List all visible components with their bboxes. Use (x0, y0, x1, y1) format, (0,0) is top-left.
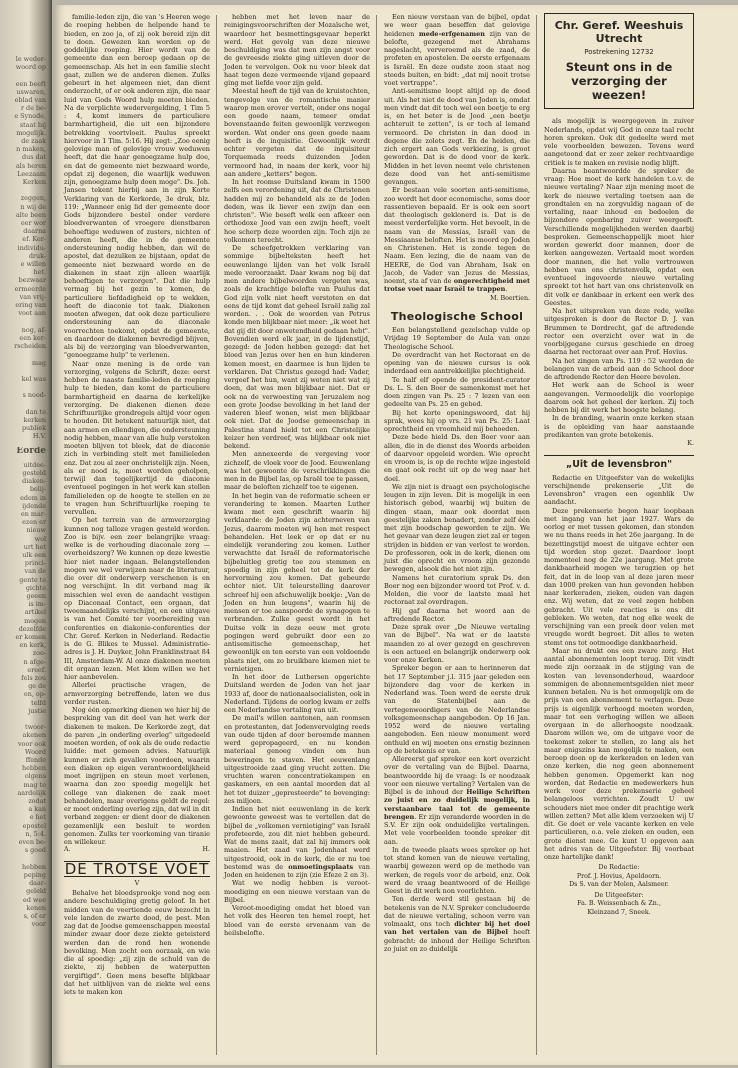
adjacent-page-line: n, 5:4. (25, 829, 46, 838)
paragraph: hebben met het leven naar de reinigingsvoorschriften der Mozaïsche wet, waardoor het besmettingsgevaar beperkt werd. Het gevolg van deze nieuwe beschuldiging was dat men zijn angst voor de gevreesde ziekte ging uitleven door de Joden te vervolgen. Ook nu voor bleek dat haat tegen deze vermeende vijand gepaard ging met liefde voor zijn geld. (224, 13, 370, 87)
paragraph: Na het zingen van Ps. 119 : 52 werden de belangen van de arbeid aan de School door de aftredende Rector den Heere bevolen. (544, 356, 694, 381)
paragraph: Wat we nodig hebben is veroot-moediging en een nieuwe verstaan van de Bijbel. (224, 879, 370, 904)
weeshuis-title: Chr. Geref. Weeshuis Utrecht (554, 19, 684, 45)
paragraph: familie-leden zijn, die van 's Heeren wege de roeping hebben de helpende hand te bieden, en zoo ja, of zij ook bereid zijn dit te doen. Gewezen kan worden op de goddelijke roeping. Hier wordt van de gemeente dan een beroep gedaan op de gemeenschap. Als het in een familie slecht gaat, zullen we de anderen dienen. Zulks gebeurt in het algemeen niet, dan dient onderzocht, of er ook anderen zijn, die naar luid van Gods Woord hulp moeten bieden. Na de verplichte wedervergelding, 1 Tim 5 : 4, komt immers de particuliere barmhartigheid, die uit een bijzondere betrekking voortvloeit. Paulus spreekt hiervoor in 1 Tim. 5:16. Hij zegt: „Zoo eenig gelovige man of gelovige vrouw weduwen heeft, dat die haar genoegzame hulp doe, en dat de gemeente niet bezwaard worde, opdat zij degenen, die waarlijk weduwen zijn, genoegzame hulp doen moge". Ds. Joh. Jansen tekent hierbij aan in zijn Korte Verklaring van de Kerkorde, 3e druk, blz. 119: „Wanneer enig lid der gemeente door Gods bijzondere bestel onder verdere bloedverwanten of vroegere dienstbaren behoeftige weduwen of zusters, nichten of anderen heeft, die in de gemeente ondersteuning nodig hebben, dan wil de apostel, dat dezulken ze bijstaan, opdat de gemeente niet bezwaard worde en de diakenen in staat zijn alleen waarlijk behoeftigen te verzorgen". Dat die hulp vermag bij het gezin te komen, de particuliere liefdadigheid op te wekken, heeft de diaconie tot taak. Diakenen moeten afwegen, dat ook deze particuliere ondersteuning aan de diaconale voorrechten toekomt, opdat de gemeente, en daardoor de diakenen bevredigd blijven, als bij de verzorging van bloedverwanten, "genoegzame hulp" te verlenen. (64, 13, 210, 360)
paragraph: Men annexeerde de vergeving voor zichzelf, de vloek voor de Jood. Eeuwenlang was het gewoonte de verschrikkingen die men in de Bijbel las, op Israël toe te passen, maar de beloften zichzelf toe te eigenen. (224, 450, 370, 492)
paragraph: Hij gaf daarna het woord aan de aftredende Rector. (384, 606, 530, 623)
paragraph: Veroot-moediging omdat het bloed van het volk des Heeren ten hemel roept, het bloed van de eerste ervenaam van de heilsbelofte. (224, 904, 370, 937)
column-divider (376, 15, 377, 1055)
paragraph: Meestal heeft de tijd van de kruistochten, tengevolge van de romantische manier waarop men erover vertelt, onder ons nogal een goede naam, temeer omdat bovenstaande feiten gewoonlijk verzwegen worden. Wat onder ons geen goede naam heeft is de inquisitie. Gewoonlijk wordt echter vergeten dat de inquisiteur Torquemada reeds duizenden Joden vermoord had, in naam der kerk, voor hij aan andere „ketters" begon. (224, 87, 370, 178)
emphasis: Heilige Schriften zo juist en zo duidelijk mogelijk, in verstaanbare taal tot de gemeente brengen (384, 788, 530, 821)
adjacent-page-line: n wij de (20, 202, 46, 211)
adjacent-page-line: alte been (15, 210, 46, 219)
article-diaconie-signature (64, 846, 210, 854)
adjacent-page-line: s nood- (22, 391, 46, 400)
adjacent-page-line: bezwaar (18, 276, 46, 285)
adjacent-page-text (0, 55, 46, 928)
weeshuis-appeal: Steunt ons in de verzorging der weezen! (565, 60, 673, 103)
adjacent-page-line: Kerken (22, 178, 46, 187)
adjacent-page-line (0, 186, 46, 194)
paragraph: Spreker begon er aan te herinneren dat het 17 September j.l. 315 jaar geleden een bijzondere dag voor de kerken in Nederland was. Toen werd de eerste druk van de Statenbijbel aan de vertegenwoordigers van de Nederlandse volksgemeenschap aangeboden. Op 16 Jan. 1952 werd de nieuwe vertaling aangeboden. Een nieuw monument werd onthuld en wij moeten ons ernstig bezinnen op de betekenis er van. (384, 664, 530, 755)
article-diaconie-body (64, 13, 210, 846)
article-heading-trotse-voet: DE TROTSE VOET (64, 859, 210, 878)
adjacent-page-line: ezen er (22, 518, 46, 527)
adjacent-page-line: edem in (20, 493, 46, 502)
paragraph: Het werk aan de School is weer aangevangen. Vermoedelijk die voorlopige daarom ook het geheel der kerken. Zij toch hebben bij dit werk het hoogste belang. (544, 381, 694, 414)
adjacent-page-line: nog, af- (21, 325, 46, 334)
adjacent-page-line: dezelfde (18, 624, 46, 633)
adjacent-page-line: a kan (28, 805, 46, 814)
adjacent-page-line: urt het (23, 542, 46, 551)
adjacent-page-line: en, op- (23, 690, 46, 699)
paragraph: In het roomse Duitsland kwam in 1500 zelfs een verordening uit, dat de Christenen hadden mij zo behandeld als ze de Joden deden, was ik liever een zwijn dan een christen". Wie beseft welk een afkeer een orthodoxe Jood van een zwijn heeft, voelt hoe scherp deze woorden zijn. Toch zijn ze volkomen terecht. (224, 178, 370, 244)
adjacent-page-spine (0, 0, 52, 1068)
paragraph: Anti-semitisme loopt altijd op de dood uit. Als het niet de dood van Joden is, omdat men vindt dat dit toch wel een beetje te erg is, en het beter is de Jood „een beetje achteruit te zetten", is er toch al lemand vermoord. De christen in dan dood in degene die zolets zegt. En de heiden, die zich ergert aan Gods verkiezing, is groot geworden. Dat is de dood voor de kerk. Midden in het leven neemt vele christenen deze dood van het anti-semitisme gevangen. (384, 87, 530, 186)
adjacent-page-line: e willen (20, 260, 46, 269)
adjacent-page-line: is im- (28, 600, 46, 609)
adjacent-page-line (0, 367, 46, 375)
adjacent-page-heading: Eorde (16, 446, 46, 455)
adjacent-page-line: peping (23, 870, 46, 879)
adjacent-page-line: wol (34, 534, 46, 543)
weeshuis-advertisement (544, 13, 694, 109)
adjacent-page-line: daarna (23, 227, 46, 236)
adjacent-page-line: geleld (26, 887, 46, 896)
column-3 (384, 13, 530, 953)
paragraph: Deze sprak over „De Nieuwe vertaling van de Bijbel". Na wat er de laatste maanden zo al over gezegd en geschreven is een actueel en belangrijk onderwerp ook voor onze Kerken. (384, 623, 530, 664)
paragraph: Naar onze mening is de orde van verzorging, volgens de Schrift, deze: eerst hebben de naaste familie-leden de roeping hulp te bieden, dan komt de particuliere barmhartigheid en daarna de kerkelijke verzorging. De diakenen dienen deze Schriftuurlijke grondregels altijd voor ogen te houden. Dit betekent natuurlijk niet, dat aan armen en ellendigen, die ondersteuning nodig hebben, maar van alle hulp verstoken moeten blijven tot bleek, dat de diaconie zich in verbinding stelt met familieleden enz. Dat zou al zeer onchristelijk zijn. Neen, als er nood is, moet worden geholpen, terwijl dan tegelijkertijd de diaconie eventueel pogingen in het werk kan stellen familieleden op de hoogte te stellen en ze te vragen hun Schriftuurlijke roeping te vervullen. (64, 359, 210, 516)
adjacent-page-line: en mar- (20, 509, 46, 518)
emphasis: ongerechtigheid met trotse voet naar Israël te trappen (384, 277, 531, 294)
adjacent-page-line: epostel (22, 821, 46, 830)
adjacent-page-line: nieuw (26, 526, 46, 535)
emphasis: onmoetingsplaats (288, 862, 354, 871)
adjacent-page-line: gesteld (22, 468, 46, 477)
adjacent-page-line: het. (33, 268, 46, 277)
column-2 (224, 13, 370, 937)
article-trotse-voet-body (64, 889, 210, 996)
newspaper-page (54, 5, 738, 1065)
paragraph: We zijn niet is draagt een psychologische leugen in zijn leven. Dit is mogelijk in een historisch gebod, waarbij wij buiten de dingen staan, maar ook doordat men geestelijke zaken benadert, zonder zelf één met zijn boodschap geworden te zijn. We het gevaar van deze leugen ziet zal er tegen strijden in bidden er van verlost te worden. De professoren, ook in de kerk, dienen om juist die oprecht en vroom zijn gezonde bewegen, alsook die het niet zijn. (384, 482, 530, 574)
adjacent-page-line (0, 71, 46, 79)
adjacent-page-line: s goed (24, 846, 46, 855)
adjacent-page-line: hebben (22, 862, 46, 871)
adjacent-page-line: n maken, (16, 145, 46, 154)
paragraph: De overdracht van het Rectoraat en de opening van de nieuwe cursus is ook inderdaad een aantrekkelijke plechtigheid. (384, 350, 530, 376)
article-theologische-school-signature: K. (687, 440, 694, 447)
adjacent-page-line: rscheiden (14, 342, 46, 351)
adjacent-page-line: e Synode, (14, 112, 46, 121)
adjacent-page-line (0, 715, 46, 723)
adjacent-page-line: publiek (21, 424, 46, 433)
adjacent-page-line: olgens (24, 772, 46, 781)
article-trotse-voet-end (384, 13, 530, 294)
paragraph: In de branding, waarin onze kerken staan is de opleiding van haar aanstaande predikanten van grote betekenis. (544, 414, 694, 439)
paragraph: Een belangstellend gezelschap vulde op Vrijdag 19 September de Aula van onze Theologische School. (384, 326, 530, 351)
adjacent-page-line: voet aan (18, 309, 46, 318)
paragraph: als mogelijk is weergegeven in zuiver Nederlands, opdat wij God in onze taal recht horen spreken. Ook dit gedeelte werd met vele voorbeelden bewezen. Tevens werd aangetoond dat er zeer zeker rechtvaardige critiek is te maken en revisie nodig blijft. (544, 117, 694, 167)
emphasis: mede-erfgenamen (418, 29, 485, 38)
paragraph: In het door de Luthersen opgerichte Duitsland werden de Joden van het jaar 1933 af, door de nationaalsocialisten, ook in Nederland. Tijdens de oorlog kwam er zelfs een Nederlandse vertaling van uit. (224, 673, 370, 714)
adjacent-page-line: ermeerde (14, 284, 46, 293)
adjacent-page-line: kenen (26, 903, 46, 912)
adjacent-page-line: ge de (28, 682, 46, 691)
adjacent-page-line: dus dat (22, 153, 46, 162)
article-trotse-voet-signature: M. Boertien. (490, 294, 530, 302)
adjacent-page-line: mag (32, 358, 46, 367)
paragraph: Redactie en Uitgeefster van de wekelijks verschijnende prekenserie „Uit de Levensbron" vragen een ogenblik Uw aandacht. (544, 473, 694, 507)
paragraph: Nog één opmerking dienen we hier bij de bespreking van dit deel van het werk der diakenen te maken. De Kerkorde zegt, dat de paren „in onderling overleg" uitgedeeld moeten worden, of ook als de oude redactie luidde: met gemeen advies. Natuurlijk kunnen er zich gevallen voordoen, waarin een diaken op eigen verantwoordelijkheid moet ingrijpen en steun moet verlenen, waarna dan zoo spoedig mogelijk het college van diakenen de zaak moet behandelen, maar overigens geldt de regel: er moet onderling overleg zijn, dat wil in dit verband zeggen: er dient door de diakenen gezamenlijk een besluit te worden genomen. Zulks ter voorkoming van tiranie en willekeur. (64, 706, 210, 846)
paragraph: Ds S. van der Molen, Aalsmeer. (569, 880, 669, 888)
adjacent-page-line: kerken (23, 415, 46, 424)
paragraph: De scheefgetrokken verklaring van sommige bijbelteksten heeft het eeuwenlange lijden van het volk Israël mede veroorzaakt. Daar kwam nog bij dat men andere bijbelwoorden vergeten was, zoals de krachtige belofte van Paulus dat God zijn volk niet heeft verstoten en dat eens de tijd komt dat geheel Israël zalig zal worden. . . Ook de woorden van Petrus konde men blijkbaar niet meer: „ik weet het dat gij dit door onwetendheid gedaan hebt". Bovendien werd elk jaar, in de lijdenstijd, gezegd: de Joden hebben gezegd: dat het bloed van Jezus over hen en hun kinderen komen moest, en daarmee is hun lijden te verklaren. Dat Christus gezegd had: Vader, vergeef het hun, want zij weten niet wat zij doen, dat was men blijkbaar niet. Dat er ook na de verwoesting van Jeruzalem nog een grote Joodse bevolking in het land der vaderen bleef wonen, wist men blijkbaar ook niet. Dat de Joodse gemeenschap in Palestina stand hield tot een Christelijke keizer hen verdreef, was blijkbaar ook niet bekend. (224, 244, 370, 450)
adjacent-page-line: Leezaam (17, 169, 46, 178)
adjacent-page-line: belij- (29, 485, 46, 494)
adjacent-page-line: n afge- (23, 657, 46, 666)
paragraph: Deze prekenserie begon haar loopbaan met ingang van het jaar 1927. Wars de oorlog er met tussen gekomen, dan stonden we nu thans reeds in het 26e jaargang. In de bezettingstijd moest de uitgave echter een tijd worden stop gezet. Daardoor loopt momenteel nog de 22e jaargang. Met grote dankbaarheid mogen we terugzien op het feit, dat in de loop van al deze jaren meer dan 1000 preken van hun gevonden hebben naar kerkeraden, zieken, ouden van dagen enz. Wij weten, dat ze veel zegen hebben gebracht. Uit vele reacties is ons dit gebleken. We weten, dat nog elke week de verschijning van een preek door velen met vreugde wordt begroet. Dit alles te weten stemt ons tot ootmoedige dankbaarheid. (544, 506, 694, 647)
adjacent-page-line: druk- (28, 251, 46, 260)
adjacent-page-line: hebben (22, 764, 46, 773)
paragraph: Op het terrein van de armverzorging kunnen nog talloze vragen gesteld worden. Zoo is bijv. een zeer belangrijke vraag: welke is de verhouding diaconale zorg — overheidszorg? We kunnen op deze kwestie hier niet nader ingaan. Belangstellenden mogen we wel verwijzen naar de literatuur, die over dit onderwerp verschenen is en nog verschijnt. In dit verband mag ik misschien wel even de aandacht vestigen op Diaconaal Contact, een orgaan, dat tweemaandelijks verschijnt, en een uitgave is van het Comité ter voorbereiding van conferenties en diakonie-conferenties der Chr. Geref. Kerken in Nederland. Redactie is de G. Blikes te Mussel. Administratie-adres is J. H. Duyker, John Franklinstraat 84 III, Amsterdam-W. Al onze diakenen moeten dit orgaan lezen. Met klem willen we het hier aanbevelen. (64, 516, 210, 681)
adjacent-page-line: daar- (29, 879, 46, 888)
paragraph: Kleinzand 7, Sneek. (587, 908, 651, 916)
adjacent-page-line: een beeft (15, 79, 46, 88)
paragraph: Ten derde werd stil gestaan bij de betekenis van de N.V. Spreker concludeerde dat de nieuwe vertaling, schoon verre van volmaakt, ons toch dichter bij het doel van het vertalen van de Bijbel heeft gebracht: de inhoud der Heilige Schriften zo juist en zo duidelijk (384, 895, 531, 953)
adjacent-page-line: s, of er (23, 911, 46, 920)
adjacent-page-line: twoor- (25, 723, 46, 732)
adjacent-page-line: ereef. (27, 665, 46, 674)
adjacent-page-line: diaken- (22, 477, 46, 486)
article-heading-levensbron: „Uit de levensbron" (544, 455, 694, 469)
paragraph: Prof. J. Hovius, Apeldoorn. (576, 872, 662, 880)
article-theologische-school-continued (544, 117, 694, 439)
adjacent-page-line: zodat (28, 797, 46, 806)
adjacent-page-line: als heren (15, 161, 46, 170)
article-heading-theologische-school: Theologische School (390, 309, 524, 323)
adjacent-page-line: princi- (24, 559, 46, 568)
paragraph: Bij het korte openingswoord, dat hij sprak, wees hij op vrs. 21 van Ps. 25: Laat oprechtheid en vroomheid mij behoeden. (384, 408, 530, 433)
adjacent-page-line (0, 400, 46, 408)
paragraph: Een nieuw verstaan van de bijbel, opdat we weer gaan beseffen dat gelovige heidenen mede-erfgenamen zijn van de belofte, gezegend met Abrahams nageslacht, ververoemd als de zaad, de profeten en apostelen. De eerste erfgenaam is Israël. En deze oudste zoon staat nog steeds buiten, en bidt: „dat mij nooit trotse voet vertrappe". (384, 13, 531, 87)
adjacent-page-line: ffende (25, 756, 46, 765)
column-4 (544, 13, 694, 917)
adjacent-page-line: artikel (24, 608, 46, 617)
adjacent-page-line: H.V. (32, 432, 46, 441)
article-trotse-voet-continued (224, 13, 370, 937)
adjacent-page-line: dan te (25, 407, 46, 416)
adjacent-page-line: de zaak (21, 137, 46, 146)
adjacent-page-line: individu- (17, 243, 46, 252)
adjacent-page-line: gente te (19, 575, 46, 584)
column-divider (216, 15, 217, 1055)
paragraph: Maar nu drukt ons een zware zorg. Het aantal abonnementen loopt terug. Dit vindt mede zijn oorzaak in de stijging van de kosten van levensonderhoud, waardoor sommigen de abonnementsgelden niet meer kunnen betalen. Nu is het onmogelijk om de prijs van een abonnement te verlagen. Deze prijs is eigenlijk verhoogd moeten worden, maar tot een verhoging willen we alleen overgaan in de allerhoogste noodzaak. Daarom willen we, om de uitgave voor de toekomst zeker te stellen, zo lang als het maar enigszins kan mogelijk te maken, een beroep doen op de kerkeraden en leden van onze kerken, die nog geen abonnement hebben genomen. Opgemerkt kan nog worden, dat Redactie en medewerkers hun werk voor deze prekenserie geheel belangeloos verrichten. Zoudt U uw schouders niet mee onder dit prachtige werk willen zetten? Met alle klem verzoeken wij U dit. Ge doet er vele vacante kerken en vele particulieren, o.a. vele zieken en ouden, een grote dienst mee. Ge kunt U opgeven aan het adres van de Uitgeefster. Bij voorbaat onze hartelijke dank! (544, 646, 694, 861)
signature-h: H. (202, 846, 210, 854)
adjacent-page-line: even be- (18, 838, 46, 847)
paragraph: Allerlei practische vragen, de armverzorging betreffende, laten we dus verder rusten. (64, 681, 210, 706)
column-1 (64, 13, 210, 996)
adjacent-page-line (0, 350, 46, 358)
adjacent-page-line: e het (29, 813, 46, 822)
column-divider (536, 15, 537, 1055)
adjacent-page-line: uswaren, (16, 87, 46, 96)
adjacent-page-line (0, 383, 46, 391)
paragraph: Daarna beantwoordde de spreker de vraag: Hoe moet de kerk handelen t.o.v. de nieuwe vertaling? Naar zijn mening moet de kerk de nieuwe vertaling toetsen aan de grondtalen en na zorgvuldig nagaan of de vertaling, naar inhoud en bedoelen de bijzondere openbaring zuiver weergeeft. Verschillende mogelijkheden werden daarbij besproken. Gemeenschappelijk moet hier worden gewerkt door mannen, door de kerken aangewezen. Vertaald moet worden door mannen, die het volle vertrouwen hebben van ons christenvolk, opdat een eventueel ingevoerde nieuwe vertaling spreekt tot het hart van ons christenvolk en dit volk er dankbaar in erkent een werk des Geestes. (544, 166, 694, 307)
adjacent-page-line: ering van (15, 301, 46, 310)
adjacent-page-line: voor (31, 920, 46, 929)
adjacent-page-line: gichte (25, 583, 46, 592)
paragraph: Behalve het bloedsprookje vond nog een andere beschuldiging gretig geloof. In het midden van de veertiende eeuw bezocht in vele landen de zwarte dood, de pest. Men zag dat de Joodse gemeenschappen meestal minder zwaar door deze ziekte geteisterd werden dan de rond hen wonende bevolking. Men zocht een oorzaak, en wie die al spoedig: „zij zijn de schuld van de ziekte, zij hebben de waterputten vergiftigd". Geen mens besefte blijkbaar dat het uitblijven van de ziekte wel eens iets te maken kon (64, 889, 210, 996)
adjacent-page-line: mogelijk. (16, 128, 46, 137)
weeshuis-postrekening: Postrekening 12732 (584, 48, 654, 56)
adjacent-page-line: geeen (26, 592, 46, 600)
credit-redactie-lines (544, 873, 694, 890)
article-theologische-school-body (384, 326, 530, 953)
adjacent-page-line: justie (28, 706, 46, 715)
paragraph: Allereerst gaf spreker een kort overzicht over de vertaling van de Bijbel. Daarna, beantwoordde hij de vraag: Is er noodzaak voor een nieuwe vertaling? Vertalen van de Bijbel is de inhoud der Heilige Schriften zo juist en zo duidelijk mogelijk, in verstaanbare taal tot de gemeente brengen. Er zijn veranderde woorden in de S.V. Er zijn ook onduidelijke vertalingen. Met vele voorbeelden toonde spreker dit aan. (384, 755, 530, 846)
adjacent-page-line: telfd (31, 698, 46, 707)
adjacent-page-line: woord op (15, 63, 46, 72)
adjacent-page-line: zoo- (32, 649, 46, 658)
adjacent-page-line: fels zou (21, 674, 46, 683)
paragraph: Na het uitspreken van deze rede, welke uitgesproken is door de Rector D. J. van Brummen te Dordrecht, gaf de aftredende rector een overzicht over wat in de voorbijgegane cursus geschiede en droeg daarna het rectoraat over aan Prof. Hovius. (544, 307, 694, 357)
signature-a: A. (64, 846, 71, 854)
credit-uitgeefster-label: De Uitgeefster: (594, 892, 644, 899)
adjacent-page-line: eer wor (20, 219, 46, 228)
paragraph: Fa. B. Weissenbach & Zn., (577, 900, 661, 908)
credit-uitgeefster-lines (544, 900, 694, 917)
adjacent-page-line: van de (24, 567, 46, 576)
paragraph: Indien het niet eeuwenlang in de kerk gewoonte geweest was te vertellen dat de bijbel de „volkomen vernietiging" van Israël profeteerde, zou dit niet hebben gebeurd. Wat de mens zaait, dat zal hij immers ook maaien. Het zaad van Jodenhaat werd uitgestrooid, ook in de kerk, die er nu toe bestemd was de onmoetingsplaats van Joden en heidenen te zijn (zie Efeze 2 en 3). (224, 805, 370, 879)
paragraph: In het begin van de reformatie scheen er verandering te komen. Maarten Luther kwam met een geschrift waarin hij verklaarde: de Joden zijn achterneven van Jezus, daarom moeten wij hen met respect behandelen. Het leek er op dat er nu eindelijk verandering zou komen. Luther verwachtte dat Israël de reformatorische bijbeluitleg gretig toe zou stemmen en spoedig in zijn geheel tot de kerk der hervorming zou komen. Dat gebeurde echter niet. Uit teleurstelling daarover schreef hij een afschuwelijk boekje: „Van de Joden en hun leugens", waarin hij de mensen er toe aanspoorde de synagogen te verbranden. Zulke geest wordt in het Duitse volk in deze eeuw met grote pogingen werd gebruikt door een zo antisemitische gemeenschap, het gewoonlijk en ten eerste van een voldoende plaats niet, om zo bruikbare kiemen niet te vernietigen. (224, 491, 370, 673)
adjacent-page-line: eblad van (14, 96, 46, 105)
adjacent-page-line (0, 318, 46, 326)
article-levensbron-body (544, 474, 694, 862)
adjacent-page-line: ulk een (22, 550, 46, 559)
adjacent-page-line: aardelijk (17, 788, 46, 797)
adjacent-page-line: voor ook (18, 739, 46, 748)
adjacent-page-line: van vrij- (19, 292, 46, 301)
adjacent-page-line: ed wee (23, 895, 46, 904)
article-part-number: V (134, 878, 140, 887)
adjacent-page-line: uitdee- (23, 460, 46, 469)
paragraph: Namens het curatorium sprak Ds. den Boer nog een bijzonder woord tot Prof. v. d. Molden, die voor de laatste maal het rectoraat zal overdragen. (384, 573, 530, 607)
adjacent-page-line: kel was (21, 374, 46, 383)
adjacent-page-line: er komen (15, 633, 46, 642)
adjacent-page-line (0, 855, 46, 863)
adjacent-page-line: r de be- (20, 104, 46, 113)
adjacent-page-line: akenen (22, 731, 46, 740)
paragraph: Deze bede hield Ds. den Boer voor aan allen, die in de dienst des Woords arbeiden of daarvoor opgeleid worden. Wie oprecht en vroom is, is op de rechte wijze ingesteld en gaat ook recht uit op de weg naar het doel. (384, 433, 530, 483)
adjacent-page-line: mogen (24, 616, 46, 625)
adjacent-page-line: en kerk, (19, 641, 46, 650)
adjacent-page-line: le weder- (15, 55, 46, 63)
paragraph: De mail's willen aantonen, aan roomsen en protestanten, dat Jodenvervolging reeds van oude tijden af door beroemde mannen werd gepropageerd, en nu konden materiaal genoeg vinden om hun beweringen te staven. Het eeuwenlang uitgestrooide zaad ging vrucht zetten. Die vruchten waren concentratiekampen en gaskamers, en een aantal moorden dat al het tot duizer „gepresteerde" te bovenging: zes miljoen. (224, 714, 370, 805)
adjacent-page-line: Woord (25, 747, 46, 756)
paragraph: Te half elf opende de president-curator Ds. L. S. den Boer de samenkomst met het doen zingen van Ps. 25 : 7 lezen van een gedeelte van Ps. 25 en gebed. (384, 375, 530, 409)
adjacent-page-line: een ker- (19, 333, 46, 342)
credit-redactie-label: De Redactie: (598, 864, 640, 872)
adjacent-page-line: zeggen, (20, 194, 46, 203)
emphasis: dichter bij het doel van het vertalen van de Bijbel (384, 920, 531, 937)
adjacent-page-line: staat bij (19, 120, 46, 129)
adjacent-page-line: ef. Ker- (22, 235, 46, 244)
adjacent-page-line: ijdende (22, 501, 46, 510)
paragraph: Er bestaan vele soorten anti-semitisme, zoo wordt het door economische, soms door rassentieven bepaald. Er is ook een soort dat theologisch geklonerd is. Dat is de meest verderfelijke vorm. Het bevoelt, in de naam van de Messias, Israël van de Messiaanse beloften. Het is moord op Joden en Christenen. Het is zonde tegen de Naam. Een lezing, die de naam van de HEERE, de God van Abraham, Isak en Jacob, de Vader van Jezus de Messias, noemt, sta af van de ongerechtigheid met trotse voet naar Israël te trappen. (384, 186, 531, 294)
adjacent-page-line: mag te (23, 780, 46, 789)
paragraph: In de tweede plaats wees spreker op het tot stand komen van de nieuwe vertaling, waarbij gewezen werd op de methode van werken, de regels voor de arbeid, enz. Ook werd de vraag beantwoord of de Heilige Geest in dit werk non voorlichten. (384, 845, 530, 895)
